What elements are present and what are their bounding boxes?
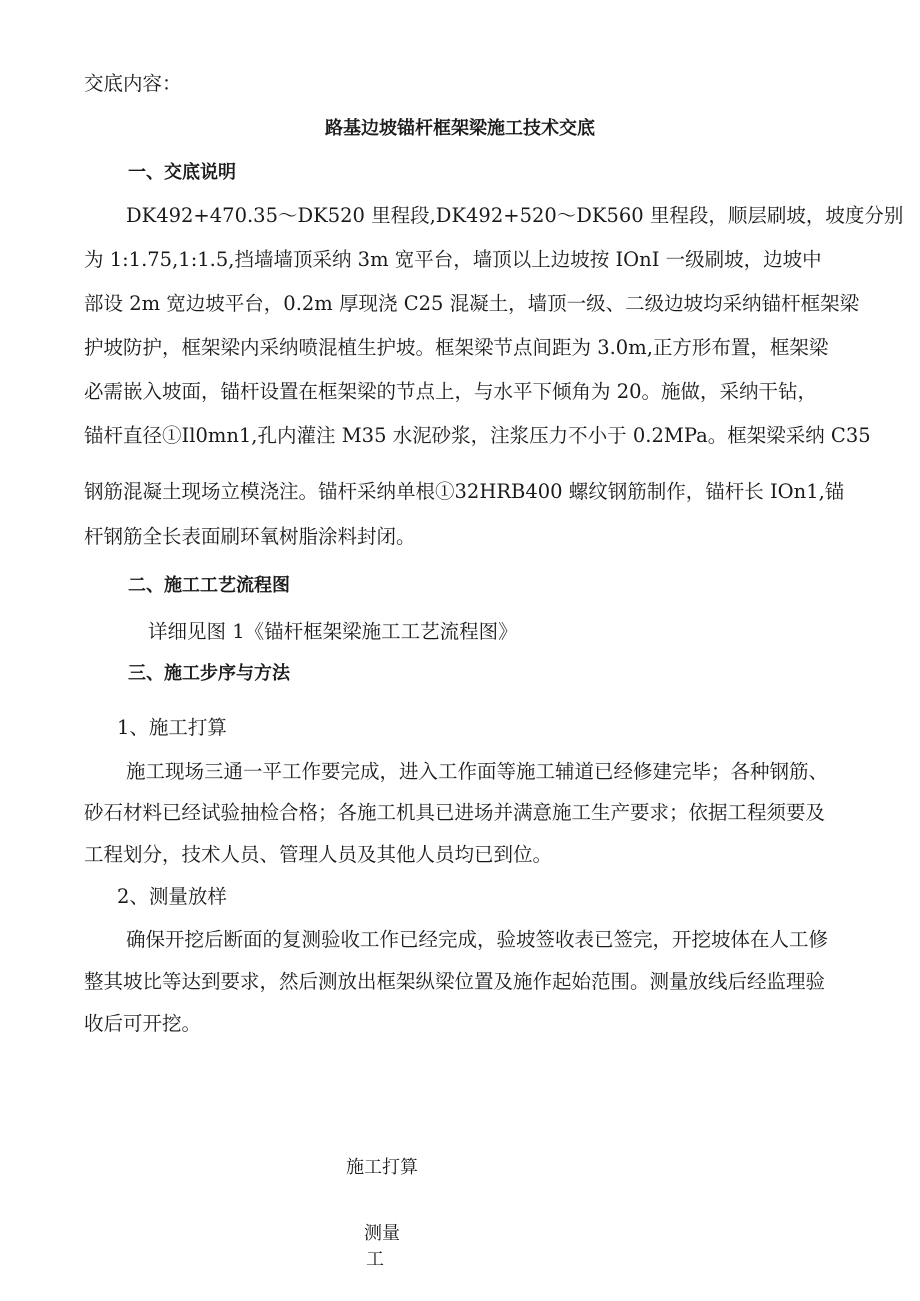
subsection1-line: 施工现场三通一平工作要完成，进入工作面等施工辅道已经修建完毕；各种钢筋、: [126, 760, 829, 783]
flowchart-node-survey-cont: 工: [366, 1249, 384, 1270]
section1-heading: 一、交底说明: [128, 162, 236, 183]
section1-line: DK492+470.35～DK520 里程段,DK492+520～DK560 里程段，顺层刷坡，坡度分别: [126, 204, 904, 227]
section1-line: 杆钢筋全长表面刷环氧树脂涂料封闭。: [84, 525, 416, 548]
section1-line: 部设 2m 宽边坡平台，0.2m 厚现浇 C25 混凝土，墙顶一级、二级边坡均采纳锚杆框架梁: [84, 292, 860, 315]
subsection1-line: 工程划分，技术人员、管理人员及其他人员均已到位。: [84, 843, 553, 866]
subsection1-heading: 1、施工打算: [117, 716, 227, 739]
section1-line: 钢筋混凝土现场立模浇注。锚杆采纳单根①32HRB400 螺纹钢筋制作，锚杆长 IOn1,锚: [84, 480, 845, 503]
subsection2-line: 收后可开挖。: [84, 1012, 202, 1035]
flowchart-node-preparation: 施工打算: [346, 1157, 418, 1178]
section1-line: 为 1:1.75,1:1.5,挡墙墙顶采纳 3m 宽平台，墙顶以上边坡按 IOnI 一级刷坡，边坡中: [84, 248, 822, 271]
section1-line: 锚杆直径①Il0mn1,孔内灌注 M35 水泥砂浆，注浆压力不小于 0.2MPa。框架梁采纳 C35: [84, 424, 871, 447]
subsection2-line: 确保开挖后断面的复测验收工作已经完成，验坡签收表已签完，开挖坡体在人工修: [126, 928, 829, 951]
document-title: 路基边坡锚杆框架梁施工技术交底: [325, 118, 595, 139]
subsection2-heading: 2、测量放样: [117, 885, 227, 908]
header-label: 交底内容：: [84, 72, 182, 95]
subsection2-line: 整其坡比等达到要求，然后测放出框架纵梁位置及施作起始范围。测量放线后经监理验: [84, 970, 826, 993]
section1-line: 必需嵌入坡面，锚杆设置在框架梁的节点上，与水平下倾角为 20。施做，采纳干钻，: [84, 380, 818, 403]
section1-line: 护坡防护，框架梁内采纳喷混植生护坡。框架梁节点间距为 3.0m,正方形布置，框架梁: [84, 336, 829, 359]
section3-heading: 三、施工步序与方法: [128, 663, 290, 684]
flowchart-node-survey: 测量: [364, 1223, 400, 1244]
section2-text: 详细见图 1《锚杆框架梁施工工艺流程图》: [148, 620, 518, 643]
section2-heading: 二、施工工艺流程图: [128, 575, 290, 596]
subsection1-line: 砂石材料已经试验抽检合格；各施工机具已进场并满意施工生产要求；依据工程须要及: [84, 801, 826, 824]
